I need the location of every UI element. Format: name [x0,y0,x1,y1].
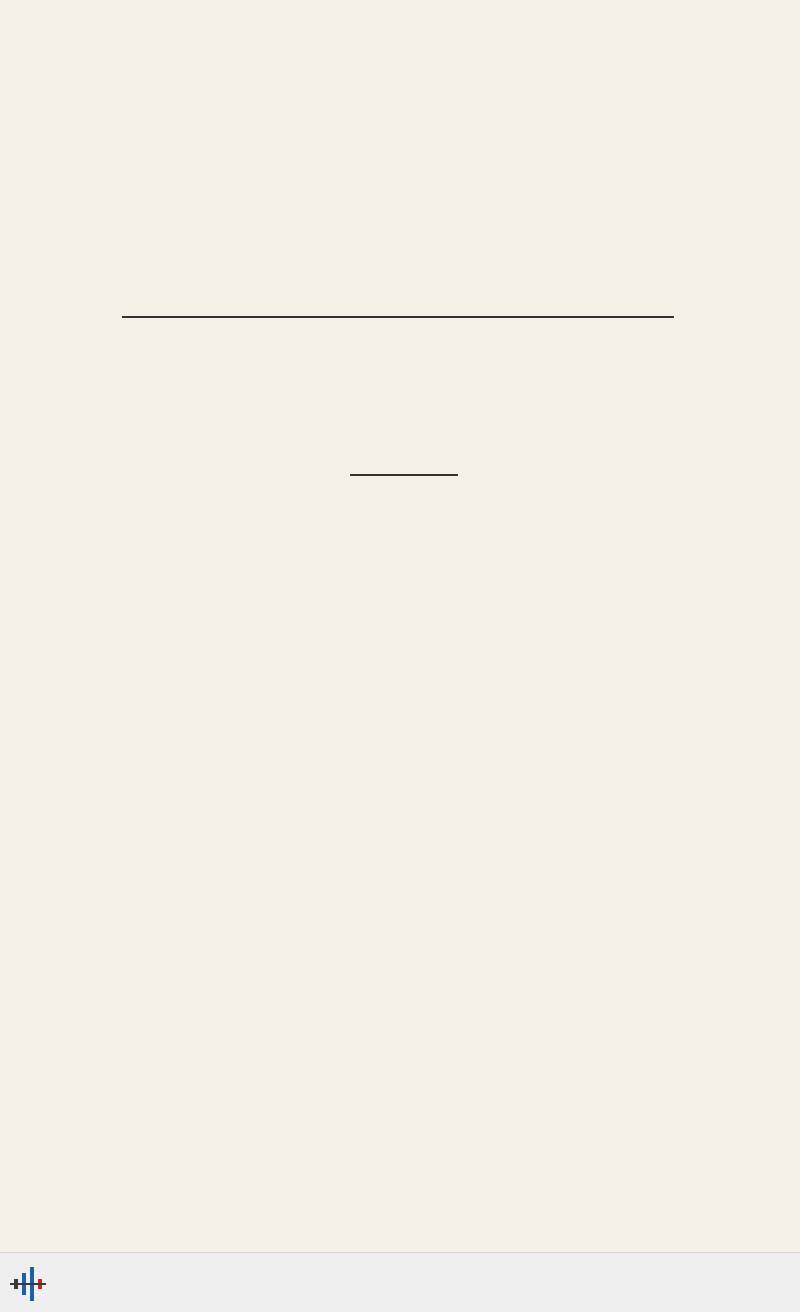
university-library-logo-icon [10,1263,50,1303]
footer-bar [0,1252,800,1312]
section-divider [122,316,674,318]
title-divider [350,474,458,476]
